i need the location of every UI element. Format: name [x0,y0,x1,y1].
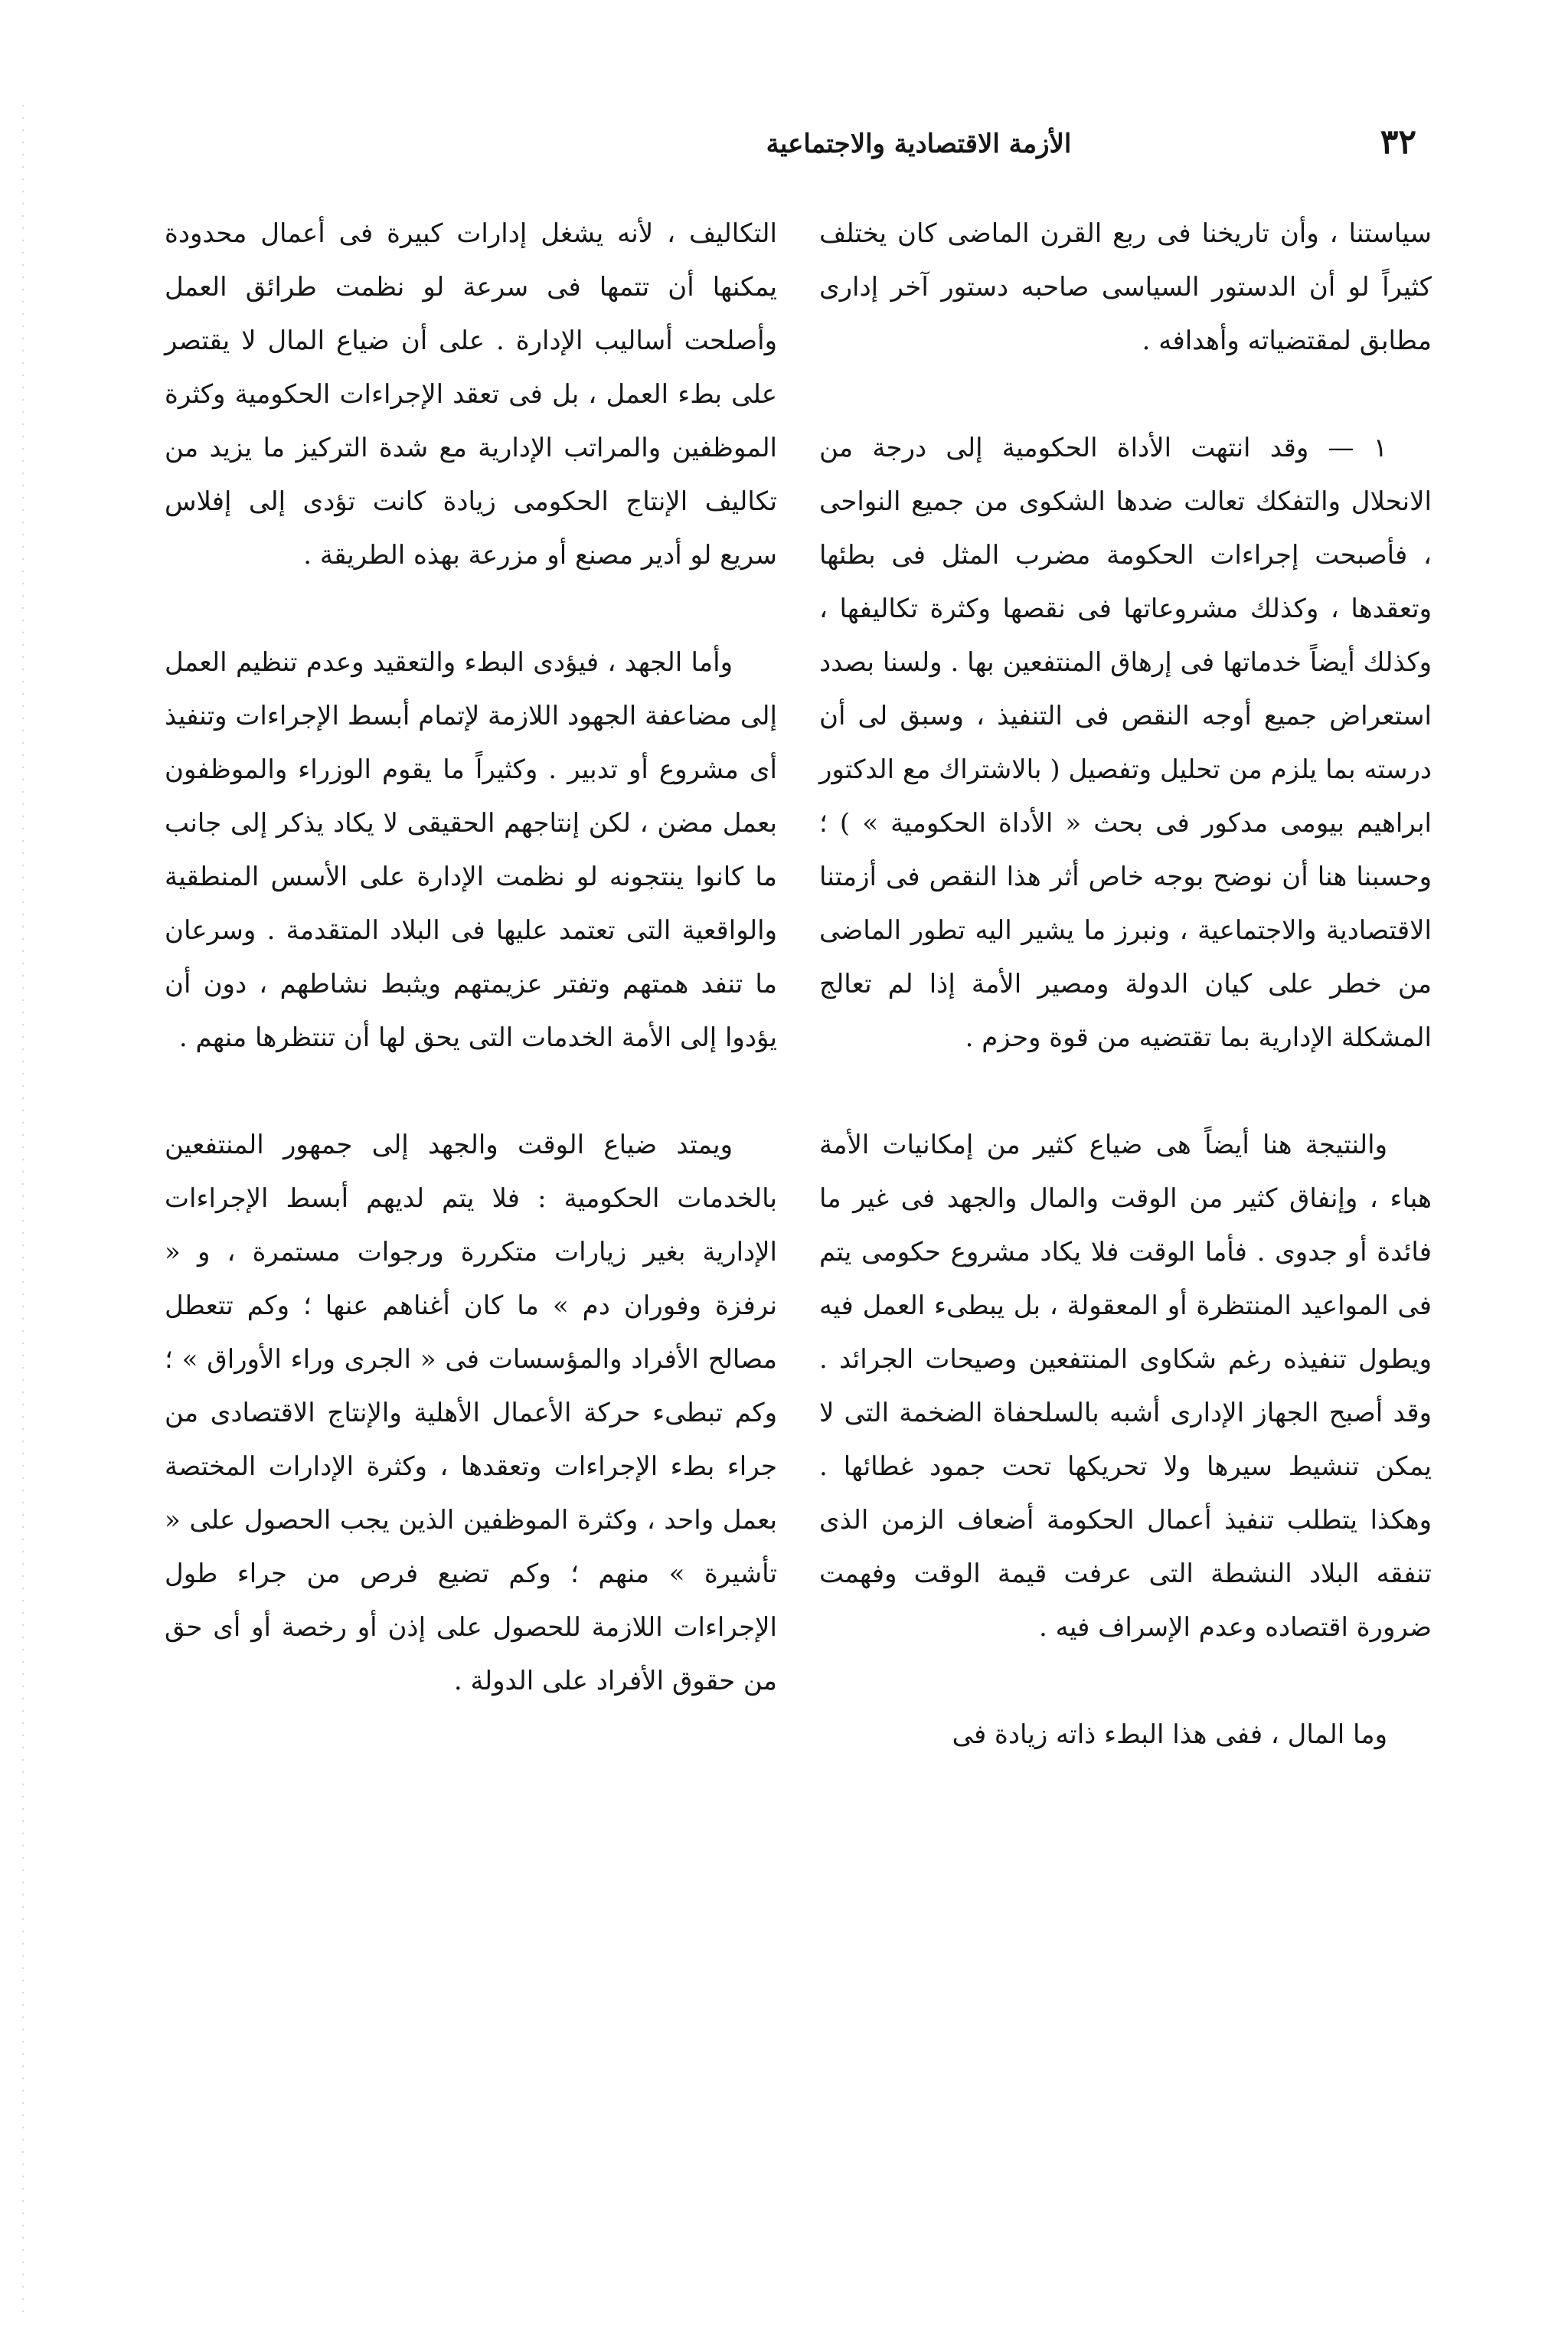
running-title: الأزمة الاقتصادية والاجتماعية [766,129,1072,159]
scan-margin-dots [21,100,24,2320]
paragraph: التكاليف ، لأنه يشغل إدارات كبيرة فى أعمال محدودة يمكنها أن تتمها فى سرعة لو نظمت طرائق العمل وأصلحت أساليب الإدارة . على أن ضياع المال لا يقتصر على بطء العمل ، بل فى تعقد الإجراءات الحكومية وكثرة الموظفين والمراتب الإدارية مع شدة التركيز ما يزيد من تكاليف الإنتاج الحكومى زيادة كانت تؤدى إلى إفلاس سريع لو أدير مصنع أو مزرعة بهذه الطريقة . [165,218,777,571]
page-header [153,123,1416,176]
paragraph: وما المال ، ففى هذا البطء ذاته زيادة فى [952,1719,1387,1750]
paragraph: ١ — وقد انتهت الأداة الحكومية إلى درجة من الانحلال والتفكك تعالت ضدها الشكوى من جميع النواحى ، فأصبحت إجراءات الحكومة مضرب المثل فى بطئها وتعقدها ، وكذلك مشروعاتها فى نقصها وكثرة تكاليفها ، وكذلك أيضاً خدماتها فى إرهاق المنتفعين بها . ولسنا بصدد استعراض جميع أوجه النقص فى التنفيذ ، وسبق لى أن درسته بما يلزم من تحليل وتفصيل ( بالاشتراك مع الدكتور ابراهيم بيومى مدكور فى بحث « الأداة الحكومية » ) ؛ وحسبنا هنا أن نوضح بوجه خاص أثر هذا النقص فى أزمتنا الاقتصادية والاجتماعية ، ونبرز ما يشير اليه تطور الماضى من خطر على كيان الدولة ومصير الأمة إذا لم تعالج المشكلة الإدارية بما تقتضيه من قوة وحزم . [819,433,1432,1053]
paragraph: والنتيجة هنا أيضاً هى ضياع كثير من إمكانيات الأمة هباء ، وإنفاق كثير من الوقت والمال والجهد فى غير ما فائدة أو جدوى . فأما الوقت فلا يكاد مشروع حكومى يتم فى المواعيد المنتظرة أو المعقولة ، بل يبطىء العمل فيه ويطول تنفيذه رغم شكاوى المنتفعين وصيحات الجرائد . وقد أصبح الجهاز الإدارى أشبه بالسلحفاة الضخمة التى لا يمكن تنشيط سيرها ولا تحريكها تحت جمود غطائها . وهكذا يتطلب تنفيذ أعمال الحكومة أضعاف الزمن الذى تنفقه البلاد النشطة التى عرفت قيمة الوقت وفهمت ضرورة اقتصاده وعدم الإسراف فيه . [819,1130,1432,1643]
page-number: ٣٢ [1380,123,1416,162]
paragraph: وأما الجهد ، فيؤدى البطء والتعقيد وعدم تنظيم العمل إلى مضاعفة الجهود اللازمة لإتمام أبسط الإجراءات وتنفيذ أى مشروع أو تدبير . وكثيراً ما يقوم الوزراء والموظفون بعمل مضن ، لكن إنتاجهم الحقيقى لا يكاد يذكر إلى جانب ما كانوا ينتجونه لو نظمت الإدارة على الأسس المنطقية والواقعية التى تعتمد عليها فى البلاد المتقدمة . وسرعان ما تنفد همتهم وتفتر عزيمتهم ويثبط نشاطهم ، دون أن يؤدوا إلى الأمة الخدمات التى يحق لها أن تنتظرها منهم . [165,647,777,1053]
paragraph: ويمتد ضياع الوقت والجهد إلى جمهور المنتفعين بالخدمات الحكومية : فلا يتم لديهم أبسط الإجراءات الإدارية بغير زيارات متكررة ورجوات مستمرة ، و « نرفزة وفوران دم » ما كان أغناهم عنها ؛ وكم تتعطل مصالح الأفراد والمؤسسات فى « الجرى وراء الأوراق » ؛ وكم تبطىء حركة الأعمال الأهلية والإنتاج الاقتصادى من جراء بطء الإجراءات وتعقدها ، وكثرة الإدارات المختصة بعمل واحد ، وكثرة الموظفين الذين يجب الحصول على « تأشيرة » منهم ؛ وكم تضيع فرص من جراء طول الإجراءات اللازمة للحصول على إذن أو رخصة أو أى حق من حقوق الأفراد على الدولة . [165,1130,777,1696]
left-column [165,207,777,1708]
paragraph: سياستنا ، وأن تاريخنا فى ربع القرن الماضى كان يختلف كثيراً لو أن الدستور السياسى صاحبه دستور آخر إدارى مطابق لمقتضياته وأهدافه . [819,218,1432,356]
right-column [819,207,1432,1761]
